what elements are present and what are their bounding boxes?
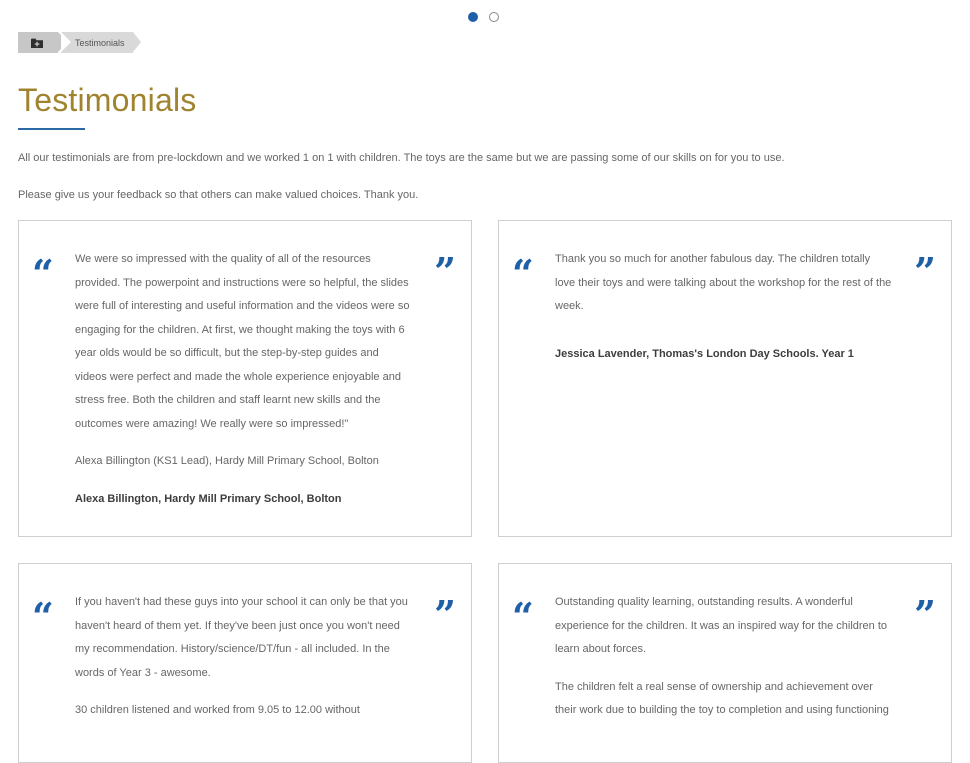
open-quote-icon: “ — [32, 594, 54, 639]
open-quote-icon: “ — [512, 251, 534, 296]
testimonial-card-3 — [18, 563, 472, 763]
testimonial-extra: The children felt a real sense of ownership and achievement over their work due to building the toy to completion and using functioning — [555, 680, 889, 716]
testimonial-card-1 — [18, 220, 472, 537]
open-quote-icon: “ — [32, 251, 54, 296]
close-quote-icon: ” — [914, 592, 936, 637]
folder-plus-icon — [31, 38, 43, 48]
breadcrumb — [18, 32, 133, 53]
close-quote-icon: ” — [914, 249, 936, 294]
testimonial-quote: If you haven't had these guys into your school it can only be that you haven't heard of them yet. If they've been just once you won't need my recommendation. History/science/DT/fun - all included. In the words of Year 3 - awesome. — [75, 596, 408, 679]
breadcrumb-current: Testimonials — [61, 32, 133, 53]
breadcrumb-home[interactable] — [18, 32, 58, 53]
intro-text-1: All our testimonials are from pre-lockdown and we worked 1 on 1 with children. The toys are the same but we are passing some of our skills on for you to use. — [18, 152, 785, 164]
close-quote-icon: ” — [434, 592, 456, 637]
carousel-dots — [468, 12, 499, 22]
close-quote-icon: ” — [434, 249, 456, 294]
testimonial-quote: Thank you so much for another fabulous day. The children totally love their toys and were talking about the workshop for the rest of the week. — [555, 253, 892, 312]
testimonial-signature: Alexa Billington (KS1 Lead), Hardy Mill Primary School, Bolton — [75, 455, 379, 467]
testimonial-card-4 — [498, 563, 952, 763]
carousel-dot-2[interactable] — [489, 12, 499, 22]
testimonial-quote: We were so impressed with the quality of all of the resources provided. The powerpoint and instructions were so helpful, the slides were full of interesting and useful information and the videos were so engaging for the children. At first, we thought making the toys with 6 year olds would be so difficult, but the step-by-step guides and videos were perfect and made the whole experience enjoyable and stress free. Both the children and staff learnt new skills and the outcomes were amazing! We really were so impressed!" — [75, 253, 410, 430]
title-underline — [18, 128, 85, 130]
testimonial-card-2 — [498, 220, 952, 537]
carousel-dot-1[interactable] — [468, 12, 478, 22]
testimonial-author: Jessica Lavender, Thomas's London Day Schools. Year 1 — [555, 347, 854, 360]
page-title: Testimonials — [18, 82, 197, 118]
intro-text-2: Please give us your feedback so that others can make valued choices. Thank you. — [18, 189, 419, 201]
testimonial-author: Alexa Billington, Hardy Mill Primary School, Bolton — [75, 492, 342, 505]
open-quote-icon: “ — [512, 594, 534, 639]
testimonial-extra: 30 children listened and worked from 9.05 to 12.00 without — [75, 704, 360, 716]
testimonial-quote: Outstanding quality learning, outstanding results. A wonderful experience for the children. It was an inspired way for the children to learn about forces. — [555, 596, 888, 655]
